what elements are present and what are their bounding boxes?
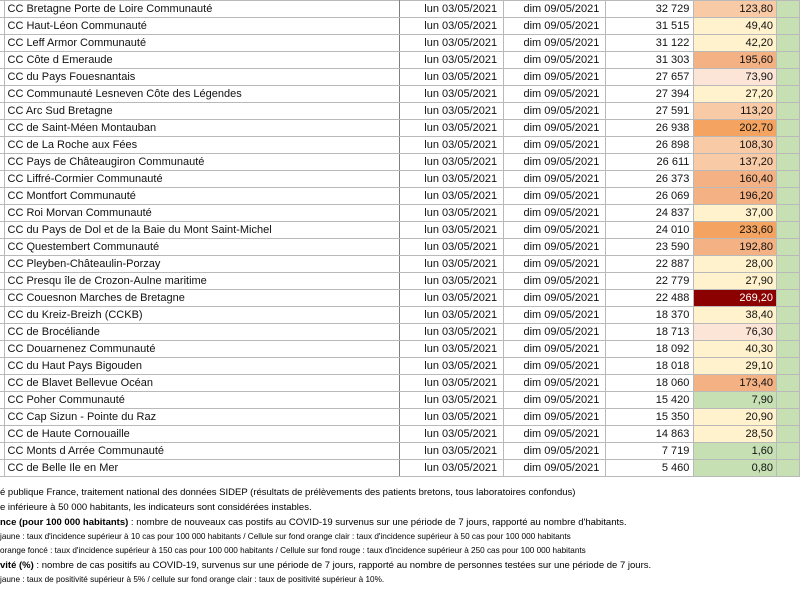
population-cell[interactable]: 31 515	[606, 18, 694, 35]
period-start-cell[interactable]: lun 03/05/2021	[400, 460, 504, 477]
period-end-cell[interactable]: dim 09/05/2021	[504, 103, 606, 120]
period-end-cell[interactable]: dim 09/05/2021	[504, 35, 606, 52]
period-start-cell[interactable]: lun 03/05/2021	[400, 392, 504, 409]
table-row[interactable]	[0, 392, 800, 409]
table-row[interactable]	[0, 222, 800, 239]
period-end-cell[interactable]: dim 09/05/2021	[504, 341, 606, 358]
incidence-cell[interactable]: 123,80	[694, 1, 777, 18]
period-end-cell[interactable]: dim 09/05/2021	[504, 443, 606, 460]
period-end-cell[interactable]: dim 09/05/2021	[504, 426, 606, 443]
positivity-cell[interactable]	[777, 307, 800, 324]
period-start-cell[interactable]: lun 03/05/2021	[400, 426, 504, 443]
positivity-cell[interactable]	[777, 460, 800, 477]
population-cell[interactable]: 22 779	[606, 273, 694, 290]
incidence-def-text: : nombre de nouveaux cas postifs au COVID-19 survenus sur une période de 7 jours, rapporté au nombre d'habitants.	[128, 517, 627, 528]
population-cell[interactable]: 24 837	[606, 205, 694, 222]
epci-name-cell[interactable]: CC Liffré-Cormier Communauté	[4, 171, 400, 188]
incidence-cell[interactable]: 137,20	[694, 154, 777, 171]
positivity-cell[interactable]	[777, 256, 800, 273]
positivity-cell[interactable]	[777, 409, 800, 426]
period-end-cell[interactable]: dim 09/05/2021	[504, 120, 606, 137]
positivity-cell[interactable]	[777, 324, 800, 341]
period-start-cell[interactable]: lun 03/05/2021	[400, 239, 504, 256]
population-cell[interactable]: 18 018	[606, 358, 694, 375]
footnotes	[0, 485, 800, 587]
epci-name-cell[interactable]: CC Bretagne Porte de Loire Communauté	[4, 1, 400, 18]
incidence-definition	[0, 515, 800, 530]
incidence-cell[interactable]: 27,20	[694, 86, 777, 103]
epci-name-cell[interactable]: CC Arc Sud Bretagne	[4, 103, 400, 120]
period-end-cell[interactable]: dim 09/05/2021	[504, 137, 606, 154]
epci-name-cell[interactable]: CC de Saint-Méen Montauban	[4, 120, 400, 137]
epci-name-cell[interactable]: CC Pleyben-Châteaulin-Porzay	[4, 256, 400, 273]
incidence-cell[interactable]: 0,80	[694, 460, 777, 477]
epci-name-cell[interactable]: CC Cap Sizun - Pointe du Raz	[4, 409, 400, 426]
population-cell[interactable]: 18 370	[606, 307, 694, 324]
incidence-cell[interactable]: 1,60	[694, 443, 777, 460]
period-start-cell[interactable]: lun 03/05/2021	[400, 222, 504, 239]
positivity-legend: jaune : taux de positivité supérieur à 5% / cellule sur fond orange clair : taux de positivité supérieur à 10%.	[0, 575, 385, 584]
epci-name-cell[interactable]: CC Couesnon Marches de Bretagne	[4, 290, 400, 307]
period-start-cell[interactable]: lun 03/05/2021	[400, 307, 504, 324]
epci-name-cell[interactable]: CC Monts d Arrée Communauté	[4, 443, 400, 460]
population-cell[interactable]: 24 010	[606, 222, 694, 239]
period-start-cell[interactable]: lun 03/05/2021	[400, 52, 504, 69]
epci-name-cell[interactable]: CC Roi Morvan Communauté	[4, 205, 400, 222]
positivity-cell[interactable]	[777, 290, 800, 307]
period-start-cell[interactable]: lun 03/05/2021	[400, 69, 504, 86]
table-row[interactable]	[0, 69, 800, 86]
table-row[interactable]	[0, 1, 800, 18]
period-start-cell[interactable]: lun 03/05/2021	[400, 188, 504, 205]
table-row[interactable]	[0, 273, 800, 290]
period-end-cell[interactable]: dim 09/05/2021	[504, 18, 606, 35]
period-end-cell[interactable]: dim 09/05/2021	[504, 324, 606, 341]
positivity-title: vité (%)	[0, 560, 34, 571]
population-cell[interactable]: 23 590	[606, 239, 694, 256]
population-cell[interactable]: 5 460	[606, 460, 694, 477]
epci-name-cell[interactable]: CC de La Roche aux Fées	[4, 137, 400, 154]
threshold-note: e inférieure à 50 000 habitants, les indicateurs sont considérées instables.	[0, 502, 312, 513]
population-cell[interactable]: 26 069	[606, 188, 694, 205]
period-end-cell[interactable]: dim 09/05/2021	[504, 392, 606, 409]
incidence-cell[interactable]: 27,90	[694, 273, 777, 290]
population-cell[interactable]: 26 938	[606, 120, 694, 137]
population-cell[interactable]: 31 122	[606, 35, 694, 52]
epci-name-cell[interactable]: CC de Blavet Bellevue Océan	[4, 375, 400, 392]
epci-name-cell[interactable]: CC Presqu île de Crozon-Aulne maritime	[4, 273, 400, 290]
period-end-cell[interactable]: dim 09/05/2021	[504, 290, 606, 307]
period-end-cell[interactable]: dim 09/05/2021	[504, 358, 606, 375]
population-cell[interactable]: 18 713	[606, 324, 694, 341]
table-row[interactable]	[0, 460, 800, 477]
epci-name-cell[interactable]: CC du Haut Pays Bigouden	[4, 358, 400, 375]
period-end-cell[interactable]: dim 09/05/2021	[504, 52, 606, 69]
epci-name-cell[interactable]: CC Poher Communauté	[4, 392, 400, 409]
table-row[interactable]	[0, 35, 800, 52]
epci-name-cell[interactable]: CC Pays de Châteaugiron Communauté	[4, 154, 400, 171]
positivity-cell[interactable]	[777, 86, 800, 103]
epci-name-cell[interactable]: CC de Belle Ile en Mer	[4, 460, 400, 477]
table-row[interactable]	[0, 205, 800, 222]
positivity-definition	[0, 558, 800, 573]
incidence-cell[interactable]: 7,90	[694, 392, 777, 409]
period-end-cell[interactable]: dim 09/05/2021	[504, 69, 606, 86]
period-start-cell[interactable]: lun 03/05/2021	[400, 120, 504, 137]
period-start-cell[interactable]: lun 03/05/2021	[400, 1, 504, 18]
table-row[interactable]	[0, 154, 800, 171]
table-row[interactable]	[0, 443, 800, 460]
table-body	[0, 1, 800, 477]
positivity-cell[interactable]	[777, 358, 800, 375]
period-start-cell[interactable]: lun 03/05/2021	[400, 443, 504, 460]
positivity-cell[interactable]	[777, 171, 800, 188]
epci-name-cell[interactable]: CC Questembert Communauté	[4, 239, 400, 256]
population-cell[interactable]: 31 303	[606, 52, 694, 69]
population-cell[interactable]: 27 657	[606, 69, 694, 86]
incidence-cell[interactable]: 269,20	[694, 290, 777, 307]
positivity-cell[interactable]	[777, 1, 800, 18]
positivity-cell[interactable]	[777, 239, 800, 256]
positivity-cell[interactable]	[777, 205, 800, 222]
positivity-cell[interactable]	[777, 443, 800, 460]
positivity-cell[interactable]	[777, 273, 800, 290]
population-cell[interactable]: 27 394	[606, 86, 694, 103]
positivity-cell[interactable]	[777, 154, 800, 171]
population-cell[interactable]: 15 420	[606, 392, 694, 409]
population-cell[interactable]: 14 863	[606, 426, 694, 443]
period-end-cell[interactable]: dim 09/05/2021	[504, 205, 606, 222]
table-row[interactable]	[0, 426, 800, 443]
table-row[interactable]	[0, 188, 800, 205]
population-cell[interactable]: 22 488	[606, 290, 694, 307]
epci-name-cell[interactable]: CC de Haute Cornouaille	[4, 426, 400, 443]
incidence-cell[interactable]: 20,90	[694, 409, 777, 426]
period-start-cell[interactable]: lun 03/05/2021	[400, 324, 504, 341]
period-start-cell[interactable]: lun 03/05/2021	[400, 137, 504, 154]
period-end-cell[interactable]: dim 09/05/2021	[504, 375, 606, 392]
epci-name-cell[interactable]: CC Douarnenez Communauté	[4, 341, 400, 358]
incidence-cell[interactable]: 38,40	[694, 307, 777, 324]
period-start-cell[interactable]: lun 03/05/2021	[400, 154, 504, 171]
incidence-legend-1: jaune : taux d'incidence supérieur à 10 cas pour 100 000 habitants / Cellule sur fond orange clair : taux d'incidence supérieur à 50 cas pour 100 000 habitants	[0, 532, 571, 541]
population-cell[interactable]: 15 350	[606, 409, 694, 426]
positivity-cell[interactable]	[777, 120, 800, 137]
period-start-cell[interactable]: lun 03/05/2021	[400, 290, 504, 307]
incidence-cell[interactable]: 28,50	[694, 426, 777, 443]
period-end-cell[interactable]: dim 09/05/2021	[504, 171, 606, 188]
incidence-cell[interactable]: 28,00	[694, 256, 777, 273]
table-row[interactable]	[0, 103, 800, 120]
period-end-cell[interactable]: dim 09/05/2021	[504, 1, 606, 18]
period-end-cell[interactable]: dim 09/05/2021	[504, 86, 606, 103]
period-start-cell[interactable]: lun 03/05/2021	[400, 375, 504, 392]
period-end-cell[interactable]: dim 09/05/2021	[504, 239, 606, 256]
epci-name-cell[interactable]: CC Leff Armor Communauté	[4, 35, 400, 52]
period-start-cell[interactable]: lun 03/05/2021	[400, 341, 504, 358]
table-row[interactable]	[0, 307, 800, 324]
positivity-cell[interactable]	[777, 69, 800, 86]
positivity-cell[interactable]	[777, 35, 800, 52]
positivity-cell[interactable]	[777, 222, 800, 239]
table-row[interactable]	[0, 409, 800, 426]
positivity-cell[interactable]	[777, 188, 800, 205]
period-end-cell[interactable]: dim 09/05/2021	[504, 188, 606, 205]
population-cell[interactable]: 32 729	[606, 1, 694, 18]
population-cell[interactable]: 26 611	[606, 154, 694, 171]
incidence-cell[interactable]: 113,20	[694, 103, 777, 120]
period-end-cell[interactable]: dim 09/05/2021	[504, 409, 606, 426]
positivity-cell[interactable]	[777, 426, 800, 443]
incidence-cell[interactable]: 108,30	[694, 137, 777, 154]
incidence-cell[interactable]: 40,30	[694, 341, 777, 358]
period-start-cell[interactable]: lun 03/05/2021	[400, 409, 504, 426]
incidence-cell[interactable]: 196,20	[694, 188, 777, 205]
incidence-cell[interactable]: 202,70	[694, 120, 777, 137]
period-start-cell[interactable]: lun 03/05/2021	[400, 18, 504, 35]
table-row[interactable]	[0, 171, 800, 188]
positivity-cell[interactable]	[777, 103, 800, 120]
period-end-cell[interactable]: dim 09/05/2021	[504, 307, 606, 324]
epci-name-cell[interactable]: CC du Pays Fouesnantais	[4, 69, 400, 86]
population-cell[interactable]: 27 591	[606, 103, 694, 120]
positivity-cell[interactable]	[777, 18, 800, 35]
epci-name-cell[interactable]: CC du Kreiz-Breizh (CCKB)	[4, 307, 400, 324]
table-row[interactable]	[0, 358, 800, 375]
incidence-cell[interactable]: 160,40	[694, 171, 777, 188]
table-row[interactable]	[0, 86, 800, 103]
incidence-title: nce (pour 100 000 habitants)	[0, 517, 129, 528]
period-end-cell[interactable]: dim 09/05/2021	[504, 256, 606, 273]
table-row[interactable]	[0, 52, 800, 69]
epci-name-cell[interactable]: CC Haut-Léon Communauté	[4, 18, 400, 35]
incidence-cell[interactable]: 29,10	[694, 358, 777, 375]
population-cell[interactable]: 26 898	[606, 137, 694, 154]
epci-name-cell[interactable]: CC Montfort Communauté	[4, 188, 400, 205]
positivity-cell[interactable]	[777, 137, 800, 154]
incidence-cell[interactable]: 76,30	[694, 324, 777, 341]
period-end-cell[interactable]: dim 09/05/2021	[504, 273, 606, 290]
incidence-cell[interactable]: 173,40	[694, 375, 777, 392]
positivity-cell[interactable]	[777, 375, 800, 392]
period-start-cell[interactable]: lun 03/05/2021	[400, 205, 504, 222]
table-row[interactable]	[0, 137, 800, 154]
period-end-cell[interactable]: dim 09/05/2021	[504, 222, 606, 239]
table-row[interactable]	[0, 18, 800, 35]
incidence-cell[interactable]: 42,20	[694, 35, 777, 52]
table-row[interactable]	[0, 341, 800, 358]
population-cell[interactable]: 18 092	[606, 341, 694, 358]
period-start-cell[interactable]: lun 03/05/2021	[400, 103, 504, 120]
population-cell[interactable]: 22 887	[606, 256, 694, 273]
positivity-cell[interactable]	[777, 341, 800, 358]
period-start-cell[interactable]: lun 03/05/2021	[400, 171, 504, 188]
incidence-cell[interactable]: 192,80	[694, 239, 777, 256]
epci-name-cell[interactable]: CC Côte d Emeraude	[4, 52, 400, 69]
positivity-def-text: : nombre de cas positifs au COVID-19, survenus sur une période de 7 jours, rapporté au nombre de personnes testées sur une période de 7 jours.	[33, 560, 652, 571]
period-start-cell[interactable]: lun 03/05/2021	[400, 86, 504, 103]
period-end-cell[interactable]: dim 09/05/2021	[504, 154, 606, 171]
period-end-cell[interactable]: dim 09/05/2021	[504, 460, 606, 477]
period-start-cell[interactable]: lun 03/05/2021	[400, 256, 504, 273]
table-row[interactable]	[0, 324, 800, 341]
table-row[interactable]	[0, 239, 800, 256]
epci-name-cell[interactable]: CC de Brocéliande	[4, 324, 400, 341]
incidence-legend-2: orange foncé : taux d'incidence supérieur à 150 cas pour 100 000 habitants / Cellule sur fond rouge : taux d'incidence supérieur à 250 cas pour 100 000 habitants	[0, 546, 586, 555]
positivity-cell[interactable]	[777, 52, 800, 69]
table-row[interactable]	[0, 290, 800, 307]
period-start-cell[interactable]: lun 03/05/2021	[400, 35, 504, 52]
table-row[interactable]	[0, 375, 800, 392]
period-start-cell[interactable]: lun 03/05/2021	[400, 358, 504, 375]
incidence-cell[interactable]: 37,00	[694, 205, 777, 222]
population-cell[interactable]: 26 373	[606, 171, 694, 188]
incidence-cell[interactable]: 233,60	[694, 222, 777, 239]
incidence-cell[interactable]: 49,40	[694, 18, 777, 35]
epci-name-cell[interactable]: CC du Pays de Dol et de la Baie du Mont Saint-Michel	[4, 222, 400, 239]
source-note: é publique France, traitement national des données SIDEP (résultats de prélèvements des patients bretons, tous laboratoires confondus)	[0, 487, 576, 498]
period-start-cell[interactable]: lun 03/05/2021	[400, 273, 504, 290]
positivity-cell[interactable]	[777, 392, 800, 409]
incidence-cell[interactable]: 73,90	[694, 69, 777, 86]
population-cell[interactable]: 7 719	[606, 443, 694, 460]
incidence-cell[interactable]: 195,60	[694, 52, 777, 69]
table-row[interactable]	[0, 120, 800, 137]
table-row[interactable]	[0, 256, 800, 273]
population-cell[interactable]: 18 060	[606, 375, 694, 392]
epci-name-cell[interactable]: CC Communauté Lesneven Côte des Légendes	[4, 86, 400, 103]
